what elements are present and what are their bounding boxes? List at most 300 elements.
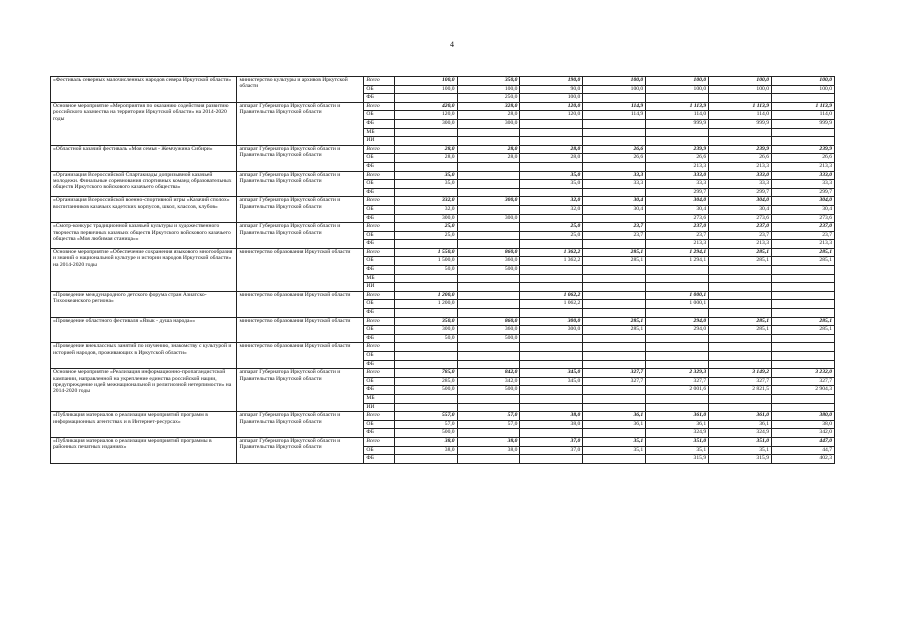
amount-cell <box>520 214 583 223</box>
amount-cell <box>772 334 835 343</box>
amount-cell: 33,3 <box>709 180 772 189</box>
amount-cell: 285,1 <box>709 248 772 257</box>
amount-cell: 38,0 <box>520 412 583 421</box>
funding-source: ФБ <box>364 309 394 318</box>
amount-cell <box>583 119 646 128</box>
amount-cell: 294,0 <box>646 317 709 326</box>
amount-cell: 315,9 <box>646 455 709 464</box>
funding-source: ФБ <box>364 214 394 223</box>
amount-cell: 26,6 <box>709 154 772 163</box>
amount-cell: 285,1 <box>709 326 772 335</box>
activity-name: Основное мероприятие «Обеспечение сохранения языкового многообразия и знаний о национальной культуре и истории народов Иркутской области» на 2014-2020 годы <box>51 248 237 291</box>
amount-cell: 213,3 <box>646 240 709 249</box>
amount-cell: 500,0 <box>457 386 520 395</box>
amount-cell: 100,0 <box>772 77 835 86</box>
amount-cell <box>520 188 583 197</box>
amount-cell: 1 362,2 <box>520 248 583 257</box>
amount-cell: 1 550,0 <box>394 248 457 257</box>
amount-cell: 285,1 <box>709 257 772 266</box>
amount-cell: 1 362,2 <box>520 257 583 266</box>
activity-name: «Проведение областного фестиваля «Язык - душа народа»» <box>51 317 237 343</box>
amount-cell <box>457 291 520 300</box>
amount-cell <box>583 283 646 292</box>
amount-cell: 23,7 <box>583 223 646 232</box>
amount-cell <box>583 386 646 395</box>
funding-source: ОБ <box>364 85 394 94</box>
amount-cell: 360,0 <box>457 257 520 266</box>
amount-cell: 114,9 <box>583 102 646 111</box>
amount-cell: 402,3 <box>772 455 835 464</box>
amount-cell: 345,0 <box>520 377 583 386</box>
table-row <box>51 412 835 421</box>
executor-name: аппарат Губернатора Иркутской области и Правительства Иркутской области <box>237 412 364 438</box>
amount-cell: 100,0 <box>583 85 646 94</box>
amount-cell <box>772 360 835 369</box>
amount-cell <box>646 283 709 292</box>
amount-cell <box>394 128 457 137</box>
funding-source: Всего <box>364 223 394 232</box>
amount-cell <box>457 205 520 214</box>
amount-cell: 35,0 <box>520 180 583 189</box>
amount-cell <box>709 300 772 309</box>
amount-cell: 304,0 <box>709 197 772 206</box>
amount-cell: 327,7 <box>646 377 709 386</box>
amount-cell: 28,0 <box>457 111 520 120</box>
amount-cell: 33,3 <box>772 180 835 189</box>
amount-cell: 25,0 <box>394 231 457 240</box>
funding-source: Всего <box>364 437 394 446</box>
amount-cell: 328,0 <box>457 102 520 111</box>
funding-source: Всего <box>364 171 394 180</box>
funding-source: ФБ <box>364 240 394 249</box>
amount-cell: 28,0 <box>457 145 520 154</box>
amount-cell: 300,0 <box>520 317 583 326</box>
amount-cell: 35,0 <box>394 180 457 189</box>
amount-cell: 342,0 <box>457 377 520 386</box>
activity-name: Основное мероприятие «Мероприятия по оказанию содействия развитию российского казачества на территории Иркутской области» на 2014-2020 годы <box>51 102 237 145</box>
amount-cell: 351,0 <box>646 437 709 446</box>
amount-cell <box>394 352 457 361</box>
table-row <box>51 102 835 111</box>
amount-cell: 25,0 <box>394 223 457 232</box>
amount-cell: 120,0 <box>520 111 583 120</box>
amount-cell: 285,1 <box>583 257 646 266</box>
funding-source: ОБ <box>364 231 394 240</box>
activity-name: «Публикация материалов о реализации мероприятий программ в информационных агентствах и в Интернет-ресурсах» <box>51 412 237 438</box>
amount-cell: 35,0 <box>394 171 457 180</box>
funding-source: ИИ <box>364 137 394 146</box>
amount-cell <box>772 283 835 292</box>
table-row <box>51 223 835 232</box>
amount-cell <box>520 128 583 137</box>
amount-cell <box>394 240 457 249</box>
amount-cell <box>772 394 835 403</box>
amount-cell <box>709 291 772 300</box>
amount-cell: 3 232,0 <box>772 369 835 378</box>
amount-cell <box>646 309 709 318</box>
funding-source: ОБ <box>364 154 394 163</box>
amount-cell: 299,7 <box>772 188 835 197</box>
executor-name: министерство образования Иркутской области <box>237 317 364 343</box>
amount-cell: 500,0 <box>394 386 457 395</box>
amount-cell <box>520 309 583 318</box>
amount-cell: 1 294,1 <box>646 257 709 266</box>
amount-cell <box>583 188 646 197</box>
amount-cell <box>583 394 646 403</box>
amount-cell: 213,3 <box>709 162 772 171</box>
amount-cell: 30,4 <box>646 205 709 214</box>
amount-cell <box>646 394 709 403</box>
funding-source: ОБ <box>364 205 394 214</box>
amount-cell <box>394 360 457 369</box>
amount-cell <box>772 352 835 361</box>
amount-cell: 25,0 <box>520 223 583 232</box>
amount-cell: 500,0 <box>394 429 457 438</box>
amount-cell: 38,0 <box>394 446 457 455</box>
amount-cell <box>394 455 457 464</box>
table-row <box>51 248 835 257</box>
amount-cell <box>583 309 646 318</box>
amount-cell: 327,7 <box>583 369 646 378</box>
amount-cell <box>583 240 646 249</box>
amount-cell: 114,9 <box>583 111 646 120</box>
amount-cell <box>709 274 772 283</box>
amount-cell: 342,0 <box>772 429 835 438</box>
amount-cell: 285,1 <box>709 317 772 326</box>
amount-cell: 239,9 <box>772 145 835 154</box>
amount-cell <box>646 266 709 275</box>
funding-source: Всего <box>364 412 394 421</box>
amount-cell <box>394 343 457 352</box>
amount-cell: 38,0 <box>457 446 520 455</box>
amount-cell <box>394 94 457 103</box>
executor-name: аппарат Губернатора Иркутской области и Правительства Иркутской области <box>237 102 364 145</box>
funding-source: ФБ <box>364 334 394 343</box>
table-row <box>51 77 835 86</box>
amount-cell <box>583 266 646 275</box>
amount-cell <box>583 403 646 412</box>
amount-cell <box>457 360 520 369</box>
amount-cell: 30,4 <box>583 205 646 214</box>
table-row <box>51 171 835 180</box>
funding-source: ОБ <box>364 377 394 386</box>
amount-cell: 1 000,1 <box>646 291 709 300</box>
amount-cell: 28,0 <box>520 145 583 154</box>
amount-cell: 25,0 <box>520 231 583 240</box>
amount-cell: 300,0 <box>520 326 583 335</box>
amount-cell: 273,6 <box>709 214 772 223</box>
amount-cell <box>583 343 646 352</box>
activity-name: «Организация Всероссийской Спартакиады допризывной казачьей молодежи. Финальные соревнования спортивных команд образовательных обществ Иркутского войскового казачьего общества» <box>51 171 237 197</box>
activity-name: «Фестиваль северных малочисленных народов севера Иркутской области» <box>51 77 237 103</box>
amount-cell <box>646 94 709 103</box>
executor-name: министерство образования Иркутской области <box>237 248 364 291</box>
amount-cell <box>583 137 646 146</box>
amount-cell: 100,0 <box>709 85 772 94</box>
amount-cell <box>646 360 709 369</box>
amount-cell <box>646 334 709 343</box>
amount-cell <box>520 119 583 128</box>
amount-cell <box>772 266 835 275</box>
amount-cell <box>520 240 583 249</box>
amount-cell: 361,0 <box>646 412 709 421</box>
funding-source: ОБ <box>364 180 394 189</box>
amount-cell <box>709 283 772 292</box>
funding-source: Всего <box>364 317 394 326</box>
amount-cell: 350,0 <box>457 77 520 86</box>
amount-cell: 33,3 <box>583 171 646 180</box>
amount-cell: 100,0 <box>394 85 457 94</box>
amount-cell <box>457 309 520 318</box>
amount-cell: 3 149,2 <box>709 369 772 378</box>
amount-cell: 285,1 <box>772 257 835 266</box>
amount-cell: 1 294,1 <box>646 248 709 257</box>
amount-cell: 333,0 <box>646 171 709 180</box>
amount-cell <box>520 394 583 403</box>
amount-cell: 999,9 <box>772 119 835 128</box>
amount-cell <box>520 266 583 275</box>
activity-name: «Смотр-конкурс традиционной казачьей культуры и художественного творчества первичных казачьих обществ Иркутского войскового казачьего общества «Моя любимая станица»» <box>51 223 237 249</box>
amount-cell <box>709 403 772 412</box>
amount-cell <box>457 283 520 292</box>
table-row <box>51 197 835 206</box>
funding-source: ФБ <box>364 455 394 464</box>
funding-source: Всего <box>364 145 394 154</box>
amount-cell <box>394 309 457 318</box>
amount-cell: 100,0 <box>772 85 835 94</box>
amount-cell <box>772 300 835 309</box>
amount-cell: 300,0 <box>457 214 520 223</box>
amount-cell: 32,0 <box>520 197 583 206</box>
amount-cell: 28,0 <box>457 154 520 163</box>
activity-name: «Проведение внеклассных занятий по изучению, знакомству с культурой и историей народов, проживающих в Иркутской области» <box>51 343 237 369</box>
amount-cell <box>772 291 835 300</box>
amount-cell <box>520 429 583 438</box>
amount-cell: 447,0 <box>772 437 835 446</box>
amount-cell <box>457 231 520 240</box>
table-row <box>51 291 835 300</box>
amount-cell: 57,0 <box>394 420 457 429</box>
amount-cell <box>457 429 520 438</box>
amount-cell <box>772 274 835 283</box>
amount-cell: 315,9 <box>709 455 772 464</box>
amount-cell <box>583 291 646 300</box>
amount-cell <box>457 223 520 232</box>
amount-cell: 35,1 <box>709 446 772 455</box>
amount-cell <box>457 343 520 352</box>
amount-cell <box>709 352 772 361</box>
amount-cell <box>457 137 520 146</box>
amount-cell: 33,3 <box>583 180 646 189</box>
amount-cell: 30,4 <box>772 205 835 214</box>
activity-name: Основное мероприятие «Реализация информационно-пропагандистской кампании, направленной на укрепление единства российской нации, предупреждение идей межнациональной и религиозной нетерпимости» на 2014-2020 годы <box>51 369 237 412</box>
amount-cell <box>583 274 646 283</box>
amount-cell: 304,0 <box>772 197 835 206</box>
executor-name: аппарат Губернатора Иркутской области и Правительства Иркутской области <box>237 145 364 171</box>
amount-cell: 213,3 <box>709 240 772 249</box>
amount-cell: 120,0 <box>520 102 583 111</box>
amount-cell: 327,7 <box>709 377 772 386</box>
amount-cell: 273,6 <box>772 214 835 223</box>
funding-source: ФБ <box>364 188 394 197</box>
funding-source: ФБ <box>364 94 394 103</box>
amount-cell: 213,3 <box>772 240 835 249</box>
table-row <box>51 317 835 326</box>
amount-cell: 57,0 <box>457 412 520 421</box>
amount-cell: 35,1 <box>583 437 646 446</box>
page-number: 4 <box>450 40 454 49</box>
amount-cell: 1 200,0 <box>394 291 457 300</box>
activity-name: «Проведение международного детского форума стран Азиатско-Тихоокеанского региона» <box>51 291 237 317</box>
amount-cell <box>520 283 583 292</box>
amount-cell <box>709 137 772 146</box>
amount-cell <box>709 94 772 103</box>
executor-name: аппарат Губернатора Иркутской области и Правительства Иркутской области <box>237 437 364 463</box>
amount-cell: 36,1 <box>709 420 772 429</box>
amount-cell <box>646 352 709 361</box>
amount-cell: 332,0 <box>394 197 457 206</box>
amount-cell: 23,7 <box>583 231 646 240</box>
amount-cell: 2 821,5 <box>709 386 772 395</box>
amount-cell <box>520 137 583 146</box>
amount-cell: 557,0 <box>394 412 457 421</box>
amount-cell: 190,0 <box>520 77 583 86</box>
amount-cell <box>457 352 520 361</box>
amount-cell: 785,0 <box>394 369 457 378</box>
amount-cell: 36,1 <box>583 412 646 421</box>
amount-cell: 842,0 <box>457 369 520 378</box>
amount-cell: 100,0 <box>583 77 646 86</box>
amount-cell <box>457 274 520 283</box>
amount-cell: 237,0 <box>646 223 709 232</box>
amount-cell: 100,0 <box>457 85 520 94</box>
amount-cell <box>646 128 709 137</box>
amount-cell: 294,0 <box>646 326 709 335</box>
funding-source: ОБ <box>364 420 394 429</box>
amount-cell: 120,0 <box>394 111 457 120</box>
amount-cell: 23,7 <box>772 231 835 240</box>
amount-cell: 23,7 <box>709 231 772 240</box>
funding-source: ФБ <box>364 386 394 395</box>
amount-cell: 285,1 <box>583 326 646 335</box>
amount-cell <box>457 128 520 137</box>
amount-cell <box>709 309 772 318</box>
activity-name: «Публикация материалов о реализации мероприятий программы в районных печатных изданиях» <box>51 437 237 463</box>
amount-cell <box>457 188 520 197</box>
amount-cell: 237,0 <box>709 223 772 232</box>
amount-cell: 333,0 <box>709 171 772 180</box>
amount-cell: 999,9 <box>709 119 772 128</box>
amount-cell <box>520 403 583 412</box>
amount-cell <box>772 309 835 318</box>
amount-cell: 1 200,0 <box>394 300 457 309</box>
amount-cell <box>520 162 583 171</box>
amount-cell: 324,9 <box>709 429 772 438</box>
amount-cell: 30,4 <box>709 205 772 214</box>
amount-cell: 213,3 <box>772 162 835 171</box>
table-body <box>51 77 835 464</box>
amount-cell: 345,0 <box>520 369 583 378</box>
amount-cell: 285,1 <box>772 326 835 335</box>
amount-cell: 38,0 <box>394 437 457 446</box>
amount-cell: 100,0 <box>646 85 709 94</box>
funding-source: ФБ <box>364 119 394 128</box>
amount-cell: 28,0 <box>394 154 457 163</box>
amount-cell: 360,0 <box>457 326 520 335</box>
funding-source: ФБ <box>364 429 394 438</box>
funding-source: ОБ <box>364 257 394 266</box>
amount-cell: 273,6 <box>646 214 709 223</box>
amount-cell: 1 000,1 <box>646 300 709 309</box>
activity-name: «Организация Всероссийской военно-спортивной игры «Казачий сполох» воспитанников казачьих кадетских корпусов, школ, классов, клубов» <box>51 197 237 223</box>
amount-cell: 1 113,9 <box>646 102 709 111</box>
amount-cell: 57,0 <box>457 420 520 429</box>
amount-cell <box>520 274 583 283</box>
amount-cell <box>772 94 835 103</box>
amount-cell <box>583 455 646 464</box>
amount-cell: 37,0 <box>520 437 583 446</box>
amount-cell: 299,7 <box>646 188 709 197</box>
funding-source: Всего <box>364 369 394 378</box>
amount-cell <box>583 334 646 343</box>
executor-name: аппарат Губернатора Иркутской области и Правительства Иркутской области <box>237 197 364 223</box>
amount-cell: 2 001,6 <box>646 386 709 395</box>
amount-cell: 2 329,3 <box>646 369 709 378</box>
executor-name: министерство образования Иркутской области <box>237 291 364 317</box>
amount-cell: 299,7 <box>709 188 772 197</box>
amount-cell: 32,0 <box>520 205 583 214</box>
amount-cell: 50,0 <box>394 334 457 343</box>
amount-cell: 327,7 <box>583 377 646 386</box>
amount-cell: 26,6 <box>646 154 709 163</box>
amount-cell <box>583 360 646 369</box>
amount-cell: 285,0 <box>394 377 457 386</box>
amount-cell <box>457 403 520 412</box>
amount-cell: 38,0 <box>457 437 520 446</box>
executor-name: аппарат Губернатора Иркутской области и Правительства Иркутской области <box>237 369 364 412</box>
amount-cell: 100,0 <box>394 77 457 86</box>
amount-cell: 38,0 <box>520 420 583 429</box>
amount-cell <box>709 128 772 137</box>
amount-cell <box>457 394 520 403</box>
activity-name: «Областной казачий фестиваль «Моя семья - Жемчужина Сибири» <box>51 145 237 171</box>
amount-cell <box>394 274 457 283</box>
executor-name: аппарат Губернатора Иркутской области и Правительства Иркутской области <box>237 171 364 197</box>
amount-cell: 26,6 <box>583 154 646 163</box>
funding-source: ИИ <box>364 403 394 412</box>
amount-cell <box>457 171 520 180</box>
amount-cell: 1 062,2 <box>520 300 583 309</box>
amount-cell <box>583 352 646 361</box>
funding-source: ФБ <box>364 162 394 171</box>
amount-cell <box>772 343 835 352</box>
amount-cell <box>583 300 646 309</box>
executor-name: министерство образования Иркутской области <box>237 343 364 369</box>
amount-cell: 28,0 <box>520 154 583 163</box>
amount-cell <box>583 429 646 438</box>
amount-cell: 324,9 <box>646 429 709 438</box>
amount-cell: 32,0 <box>394 205 457 214</box>
amount-cell <box>394 188 457 197</box>
amount-cell <box>520 352 583 361</box>
amount-cell <box>583 162 646 171</box>
amount-cell: 300,0 <box>394 119 457 128</box>
funding-source: Всего <box>364 102 394 111</box>
amount-cell <box>394 394 457 403</box>
amount-cell <box>457 180 520 189</box>
amount-cell: 26,6 <box>583 145 646 154</box>
table-row <box>51 437 835 446</box>
